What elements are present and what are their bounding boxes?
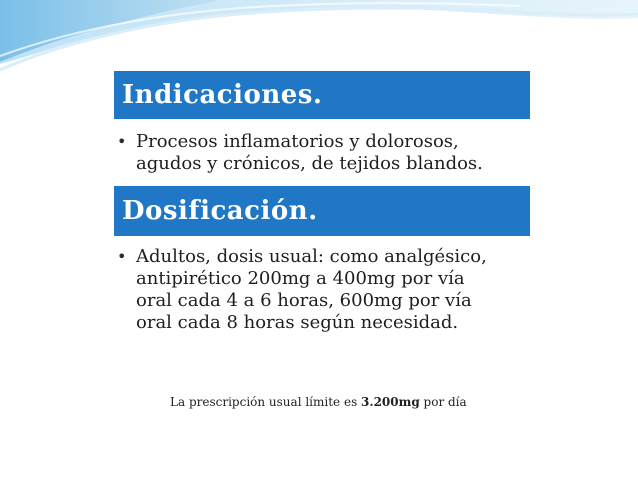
section-heading-text: Indicaciones. xyxy=(122,80,323,110)
section-heading-text: Dosificación. xyxy=(122,196,318,226)
note-emphasis: 3.200mg xyxy=(361,395,420,409)
bullet-icon: • xyxy=(117,247,127,266)
bullet-icon: • xyxy=(117,132,127,151)
section-heading-indicaciones xyxy=(114,71,530,119)
bullet-item-indicaciones xyxy=(117,131,537,181)
note-suffix: por día xyxy=(419,395,467,409)
dosage-limit-note xyxy=(170,395,467,409)
section-heading-dosificacion xyxy=(114,186,530,236)
bullet-item-dosificacion xyxy=(117,246,537,346)
note-prefix: La prescripción usual límite es xyxy=(170,395,362,409)
bullet-text: Procesos inflamatorios y dolorosos, agudos y crónicos, de tejidos blandos. xyxy=(136,131,483,174)
bullet-text: Adultos, dosis usual: como analgésico, antipirético 200mg a 400mg por vía oral cada 4 a 6 horas, 600mg por vía oral cada 8 horas según necesidad. xyxy=(136,246,487,333)
